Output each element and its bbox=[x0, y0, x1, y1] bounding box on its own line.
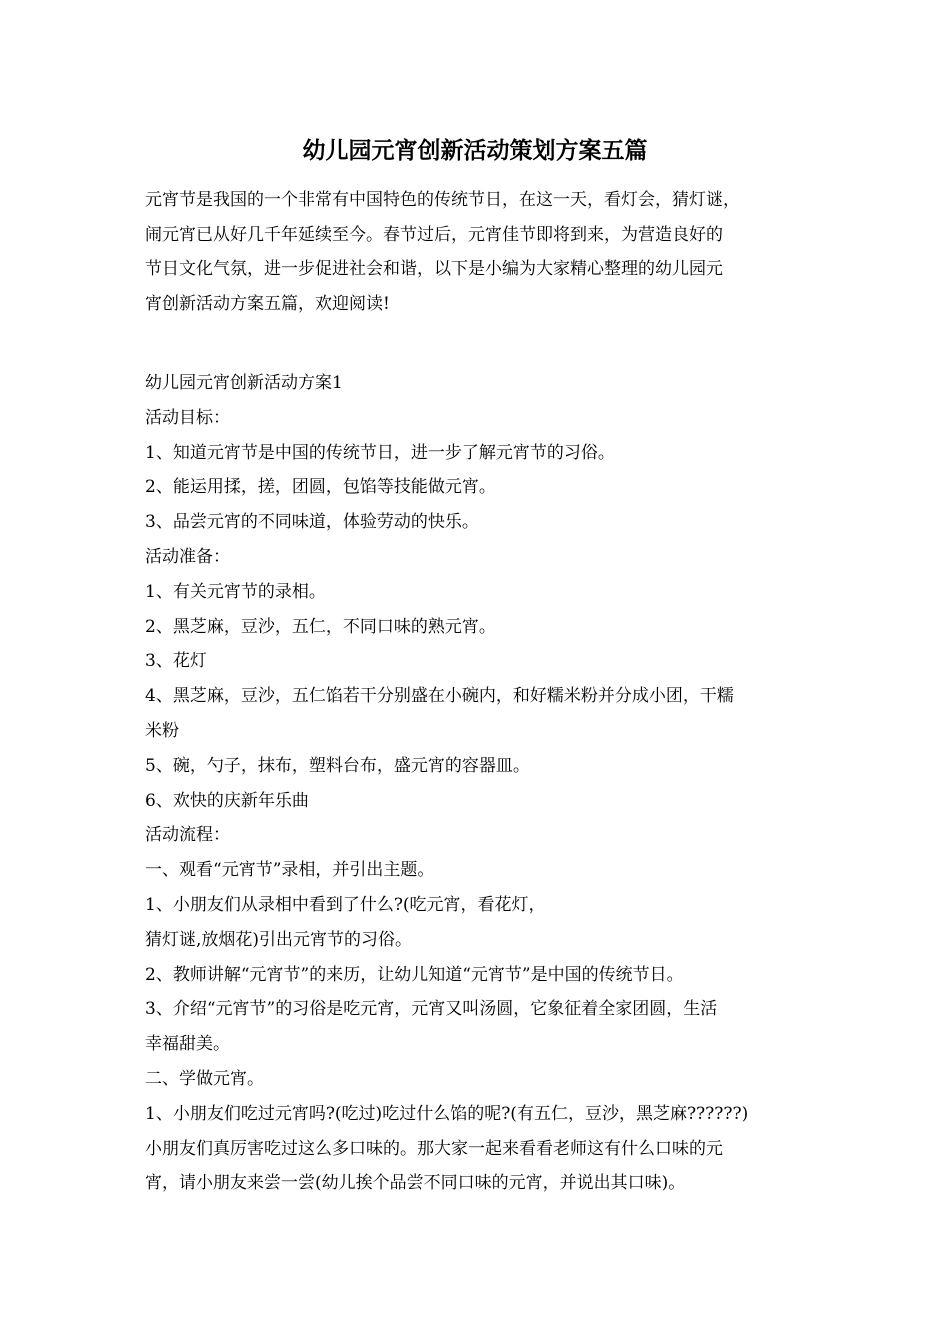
document-body bbox=[145, 366, 835, 1201]
list-item-continuation: 宵，请小朋友来尝一尝(幼儿挨个品尝不同口味的元宵，并说出其口味)。 bbox=[145, 1173, 686, 1194]
subheading-preparation: 活动准备： bbox=[145, 546, 230, 567]
list-item-continuation: 幸福甜美。 bbox=[145, 1034, 230, 1055]
list-item: 2、教师讲解“元宵节”的来历，让幼儿知道“元宵节”是中国的传统节日。 bbox=[145, 964, 684, 985]
list-item: 3、介绍“元宵节”的习俗是吃元宵，元宵又叫汤圆，它象征着全家团圆，生活 bbox=[145, 999, 718, 1020]
list-item: 2、黑芝麻，豆沙，五仁，不同口味的熟元宵。 bbox=[145, 616, 496, 637]
intro-line: 闹元宵已从好几千年延续至今。春节过后，元宵佳节即将到来，为营造良好的 bbox=[145, 224, 723, 245]
list-item: 2、能运用揉，搓，团圆，包馅等技能做元宵。 bbox=[145, 477, 496, 498]
subheading-goals: 活动目标： bbox=[145, 407, 230, 428]
list-item: 1、有关元宵节的录相。 bbox=[145, 581, 326, 602]
intro-line: 节日文化气氛，进一步促进社会和谐，以下是小编为大家精心整理的幼儿园元 bbox=[145, 259, 723, 279]
list-item-continuation: 小朋友们真厉害吃过这么多口味的。那大家一起来看看老师这有什么口味的元 bbox=[145, 1138, 723, 1159]
list-item-continuation: 米粉 bbox=[145, 720, 179, 741]
step-heading: 一、观看“元宵节”录相，并引出主题。 bbox=[145, 860, 435, 881]
step-heading: 二、学做元宵。 bbox=[145, 1068, 264, 1089]
intro-line: 元宵节是我国的一个非常有中国特色的传统节日，在这一天，看灯会，猜灯谜， bbox=[145, 190, 740, 210]
list-item: 1、小朋友们从录相中看到了什么?(吃元宵，看花灯， bbox=[145, 894, 546, 915]
list-item: 1、小朋友们吃过元宵吗?(吃过)吃过什么馅的呢?(有五仁，豆沙，黑芝麻??????) bbox=[145, 1103, 749, 1124]
list-item: 4、黑芝麻，豆沙，五仁馅若干分别盛在小碗内，和好糯米粉并分成小团，干糯 bbox=[145, 686, 734, 707]
list-item: 1、知道元宵节是中国的传统节日，进一步了解元宵节的习俗。 bbox=[145, 442, 615, 463]
list-item: 3、品尝元宵的不同味道，体验劳动的快乐。 bbox=[145, 512, 479, 533]
section-heading: 幼儿园元宵创新活动方案1 bbox=[145, 373, 343, 393]
list-item-continuation: 猜灯谜,放烟花)引出元宵节的习俗。 bbox=[145, 929, 413, 950]
intro-paragraph bbox=[145, 183, 835, 321]
subheading-process: 活动流程： bbox=[145, 825, 230, 846]
list-item: 5、碗，勺子，抹布，塑料台布，盛元宵的容器皿。 bbox=[145, 755, 530, 776]
list-item: 3、花灯 bbox=[145, 651, 207, 672]
intro-line: 宵创新活动方案五篇，欢迎阅读! bbox=[145, 293, 390, 314]
list-item: 6、欢快的庆新年乐曲 bbox=[145, 790, 309, 811]
document-title: 幼儿园元宵创新活动策划方案五篇 bbox=[302, 137, 648, 164]
